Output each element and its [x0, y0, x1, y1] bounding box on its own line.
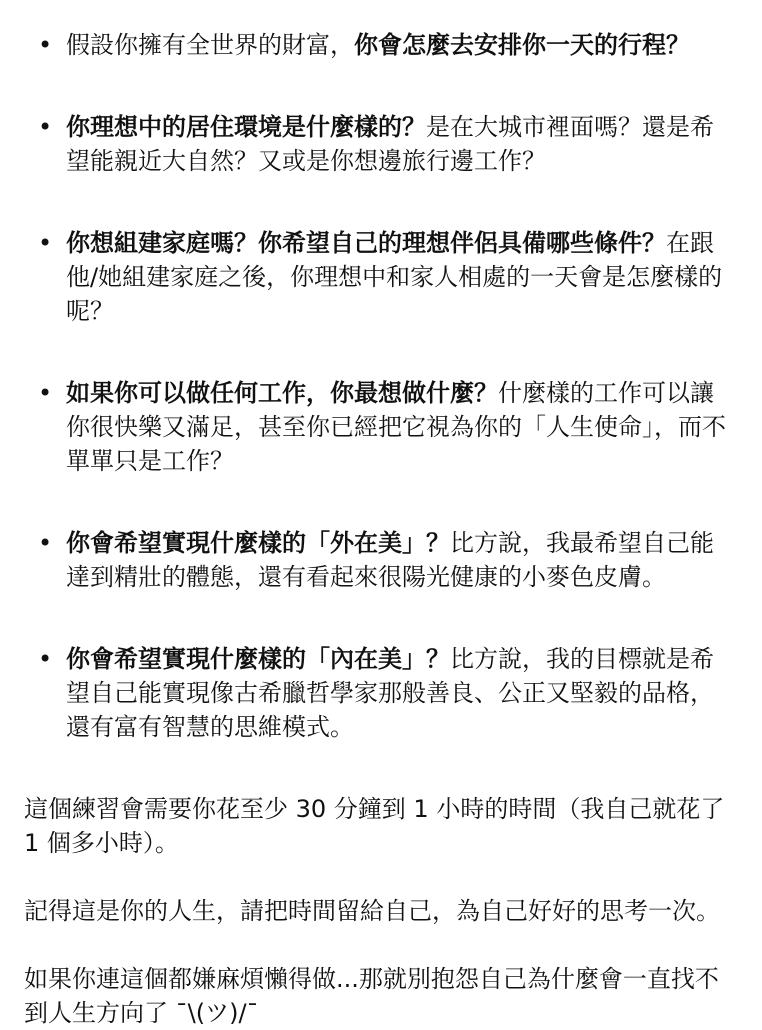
item-question: 你會怎麼去安排你一天的行程？: [354, 31, 690, 59]
list-item-work: [24, 376, 726, 478]
list-item-daily-schedule: [24, 28, 726, 62]
list-item-family: [24, 226, 726, 328]
item-detail: 比方說，我最希望自己能達到精壯的體態，還有看起來很陽光健康的小麥色皮膚。: [66, 529, 714, 591]
item-question: 你理想中的居住環境是什麼樣的？: [66, 113, 426, 141]
item-prefix: 假設你擁有全世界的財富，: [66, 31, 354, 59]
item-question: 你會希望實現什麼樣的「外在美」？: [66, 529, 450, 557]
bullet-dot: •: [38, 379, 53, 407]
item-detail: 比方說，我的目標就是希望自己能實現像古希臘哲學家那般善良、公正又堅毅的品格，還有富有智慧的思維模式。: [66, 645, 714, 741]
bullet-dot: •: [38, 31, 53, 59]
bullet-dot: •: [38, 229, 53, 257]
bullet-dot: •: [38, 529, 53, 557]
paragraph-your-life: 記得這是你的人生，請把時間留給自己，為自己好好的思考一次。: [24, 897, 720, 925]
paragraph-closing-remark: 如果你連這個都嫌麻煩懶得做...那就別抱怨自己為什麼會一直找不到人生方向了 ¯\(ツ)/¯: [24, 965, 719, 1027]
bullet-dot: •: [38, 113, 53, 141]
bullet-dot: •: [38, 645, 53, 673]
list-item-living-environment: [24, 110, 726, 178]
list-item-inner-beauty: [24, 642, 726, 744]
item-detail: 是在大城市裡面嗎？還是希望能親近大自然？又或是你想邊旅行邊工作？: [66, 113, 714, 175]
list-item-outer-beauty: [24, 526, 726, 594]
item-question: 你想組建家庭嗎？你希望自己的理想伴侶具備哪些條件？: [66, 229, 666, 257]
item-detail: 什麼樣的工作可以讓你很快樂又滿足，甚至你已經把它視為你的「人生使命」，而不單單只是工作？: [66, 379, 726, 475]
question-list: [24, 28, 726, 744]
item-question: 如果你可以做任何工作，你最想做什麼？: [66, 379, 498, 407]
item-detail: 在跟他/她組建家庭之後，你理想中和家人相處的一天會是怎麼樣的呢？: [66, 229, 723, 325]
paragraph-time-required: 這個練習會需要你花至少 30 分鐘到 1 小時的時間（我自己就花了 1 個多小時）。: [24, 795, 725, 857]
item-question: 你會希望實現什麼樣的「內在美」？: [66, 645, 450, 673]
